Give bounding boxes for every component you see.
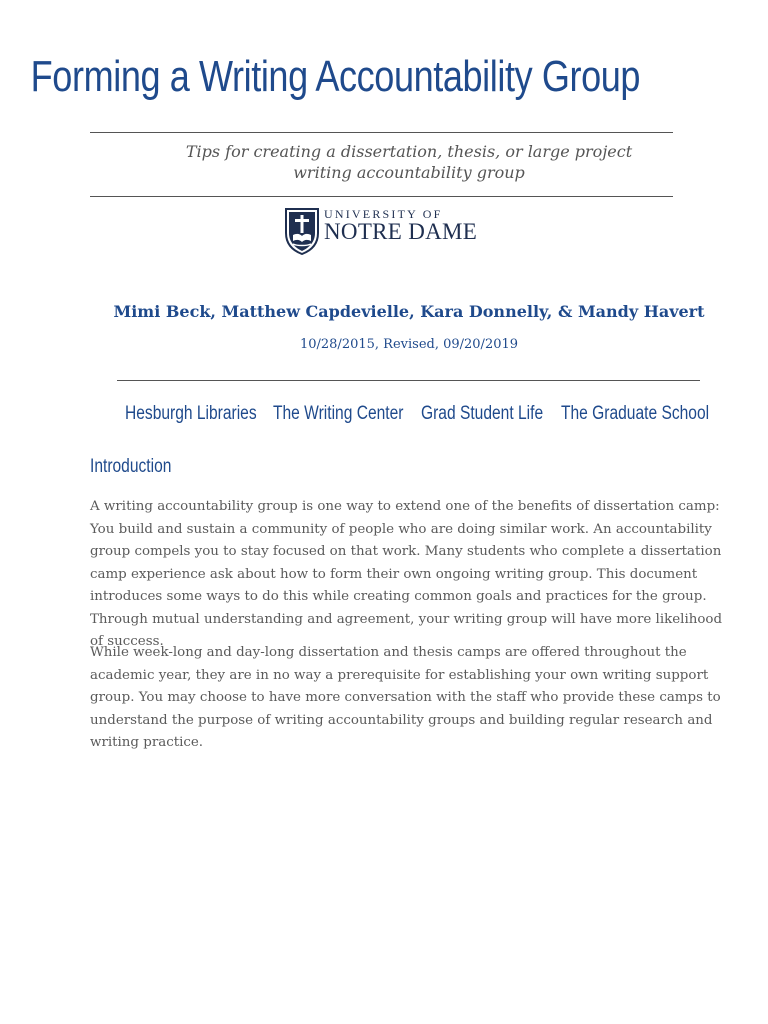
university-seal-icon (284, 207, 320, 255)
logo-text-notre-dame: NOTRE DAME (324, 219, 478, 244)
paragraph-2: While week-long and day-long dissertation and thesis camps are offered throughout the academic year, they are in no way a prerequisite for establishing your own writing support group. You may choose to have more conversation with the staff who provide these camps to understand the purpose of writing accountability groups and building regular research and writing practice. (90, 645, 721, 750)
link-writing-center[interactable]: The Writing Center (273, 403, 404, 424)
subtitle-line-1: Tips for creating a dissertation, thesis, or large project (185, 142, 633, 161)
link-graduate-school[interactable]: The Graduate School (561, 403, 710, 424)
top-divider (90, 132, 673, 133)
logo-text-university-of: UNIVERSITY OF (324, 207, 443, 221)
paragraph-1: A writing accountability group is one way to extend one of the benefits of dissertation camp: You build and sustain a community of people who are doing similar work. An accountability group compels you to stay focused on that work. Many students who complete a dissertation camp experience ask about how to form their own ongoing writing group. This document introduces some ways to do this while creating common goals and practices for the group. Through mutual understanding and agreement, your writing group will have more likelihood of success. (90, 499, 723, 649)
links-divider (117, 380, 700, 381)
document-subtitle (90, 141, 728, 183)
link-grad-student-life[interactable]: Grad Student Life (421, 403, 544, 424)
university-logo (284, 207, 484, 257)
document-title: Forming a Writing Accountability Group (30, 52, 641, 101)
resource-links (110, 403, 710, 429)
authors-line: Mimi Beck, Matthew Capdevielle, Kara Donnelly, & Mandy Havert (113, 302, 705, 321)
link-hesburgh-libraries[interactable]: Hesburgh Libraries (125, 403, 257, 424)
date-line: 10/28/2015, Revised, 09/20/2019 (299, 337, 519, 352)
subtitle-line-2: writing accountability group (293, 163, 525, 182)
section-heading-introduction: Introduction (90, 456, 172, 477)
bottom-divider (90, 196, 673, 197)
